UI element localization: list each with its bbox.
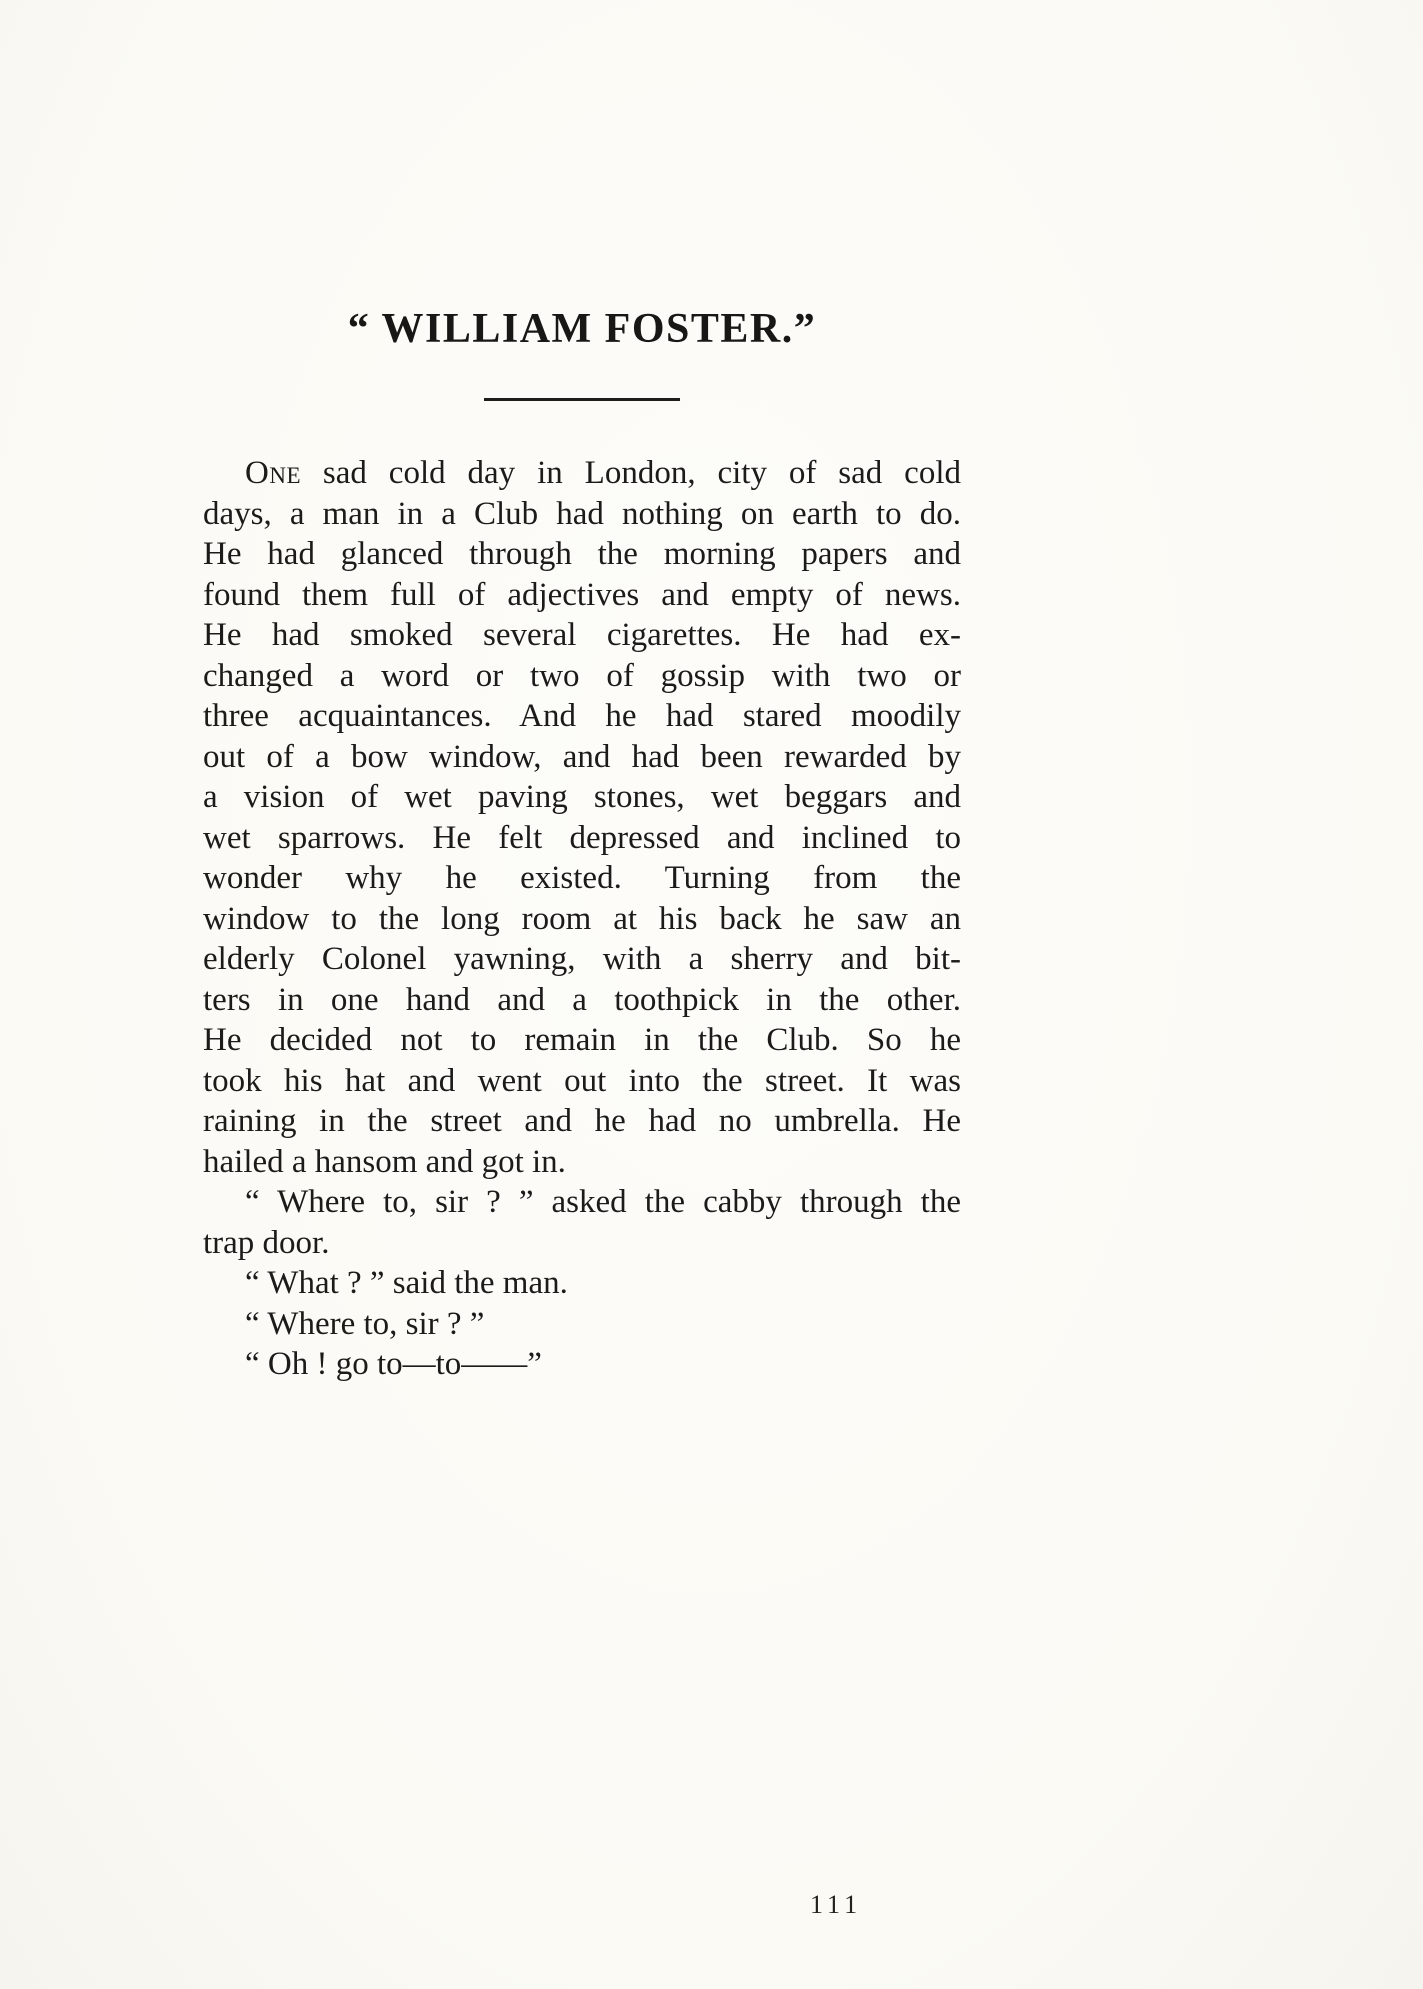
text-line: a vision of wet paving stones, wet beggars and bbox=[203, 779, 961, 815]
text-block bbox=[203, 305, 961, 1385]
text-line: found them full of adjectives and empty of news. bbox=[203, 576, 961, 613]
text-line: out of a bow window, and had been rewarded by bbox=[203, 738, 961, 775]
text-line: “ Oh ! go to—to——” bbox=[245, 1346, 542, 1382]
text-line: wet sparrows. He felt depressed and inclined to bbox=[203, 819, 961, 856]
text-line: changed a word or two of gossip with two or bbox=[203, 657, 961, 694]
text-line: “ What ? ” said the man. bbox=[245, 1265, 568, 1301]
text-line: wonder why he existed. Turning from the bbox=[203, 860, 961, 896]
text-line: window to the long room at his back he saw an bbox=[203, 900, 961, 937]
page-number: 111 bbox=[810, 1890, 863, 1919]
text-line: took his hat and went out into the street. It was bbox=[203, 1062, 961, 1099]
text-line: “ Where to, sir ? ” asked the cabby through the bbox=[245, 1184, 961, 1220]
text-line: hailed a hansom and got in. bbox=[203, 1143, 566, 1180]
text-line: ters in one hand and a toothpick in the other. bbox=[203, 981, 961, 1018]
text-line: days, a man in a Club had nothing on earth to do. bbox=[203, 495, 961, 532]
text-line: He had glanced through the morning papers and bbox=[203, 536, 961, 572]
text-line: “ Where to, sir ? ” bbox=[245, 1305, 485, 1342]
lead-word: One bbox=[245, 455, 301, 491]
text-line: He decided not to remain in the Club. So he bbox=[203, 1022, 961, 1058]
text-line: raining in the street and he had no umbrella. He bbox=[203, 1103, 961, 1139]
title-divider bbox=[484, 398, 680, 401]
text-line: trap door. bbox=[203, 1224, 330, 1261]
text-line: three acquaintances. And he had stared moodily bbox=[203, 698, 961, 734]
text-line: elderly Colonel yawning, with a sherry and bit- bbox=[203, 941, 961, 977]
body-text bbox=[203, 453, 961, 1385]
text-line: He had smoked several cigarettes. He had ex- bbox=[203, 617, 961, 653]
text-line-rest: sad cold day in London, city of sad cold bbox=[301, 455, 961, 491]
page-title: “ WILLIAM FOSTER.” bbox=[347, 306, 817, 352]
text-line bbox=[203, 453, 961, 494]
